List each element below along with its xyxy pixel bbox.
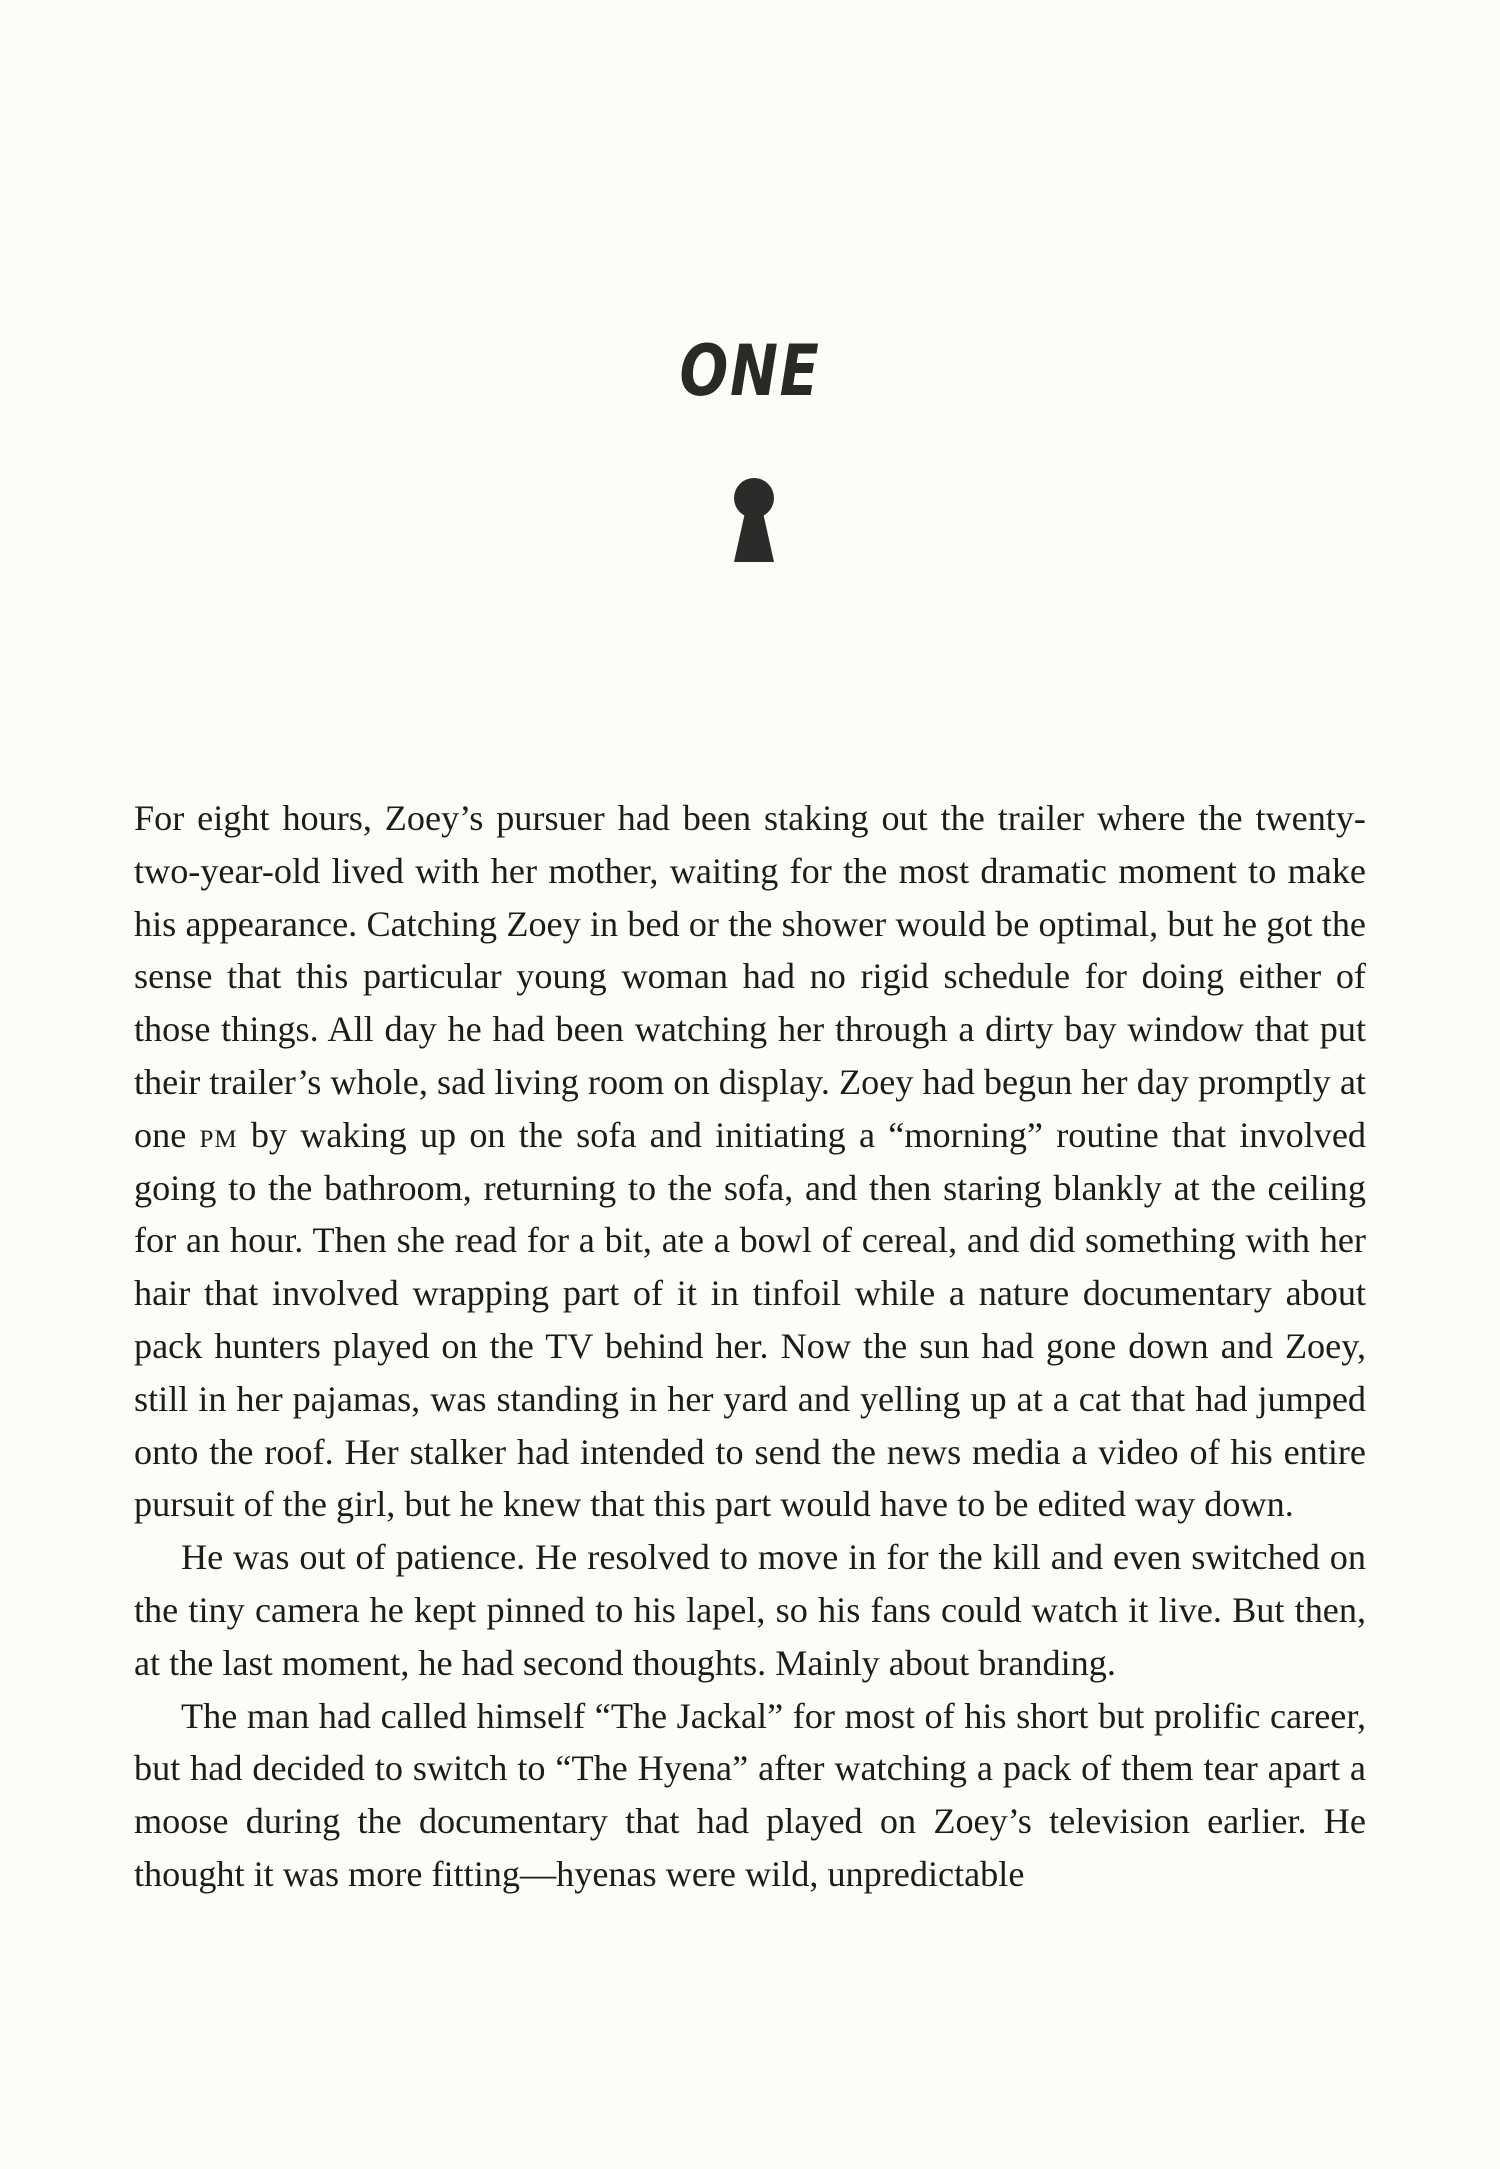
- paragraph-1-text-b: by waking up on the sofa and initiating a “morning” routine that involved going to the bathroom, returning to the sofa, and then staring blankly at the ceiling for an hour. Then she read for a bit, ate a bowl of cereal, and did something with her hair that involved wrapping part of it in tinfoil while a nature documentary about pack hunters played on the TV behind her. Now the sun had gone down and Zoey, still in her pajamas, was standing in her yard and yelling up at a cat that had jumped onto the roof. Her stalker had intended to send the news media a video of his entire pursuit of the girl, but he knew that this part would have to be edited way down.: [134, 1114, 1367, 1525]
- paragraph-1: [134, 792, 1366, 1531]
- chapter-title: ONE: [679, 330, 821, 412]
- keyhole-icon: [732, 478, 776, 564]
- paragraph-3: The man had called himself “The Jackal” for most of his short but prolific career, but had decided to switch to “The Hyena” after watching a pack of them tear apart a moose during the documentary that had played on Zoey’s television earlier. He thought it was more fitting—hyenas were wild, unpredictable: [134, 1695, 1366, 1894]
- body-text: [134, 792, 1366, 1901]
- paragraph-1-text-a: For eight hours, Zoey’s pursuer had been staking out the trailer where the twenty-two-year-old lived with her mother, waiting for the most dramatic moment to make his appearance. Catching Zoey in bed or the shower would be optimal, but he got the sense that this particular young woman had no rigid schedule for doing either of those things. All day he had been watching her through a dirty bay window that put their trailer’s whole, sad living room on display. Zoey had begun her day promptly at one: [134, 798, 1366, 1155]
- paragraph-2: He was out of patience. He resolved to move in for the kill and even switched on the tiny camera he kept pinned to his lapel, so his fans could watch it live. But then, at the last moment, he had second thoughts. Mainly about branding.: [134, 1537, 1366, 1683]
- time-pm: pm: [199, 1114, 238, 1155]
